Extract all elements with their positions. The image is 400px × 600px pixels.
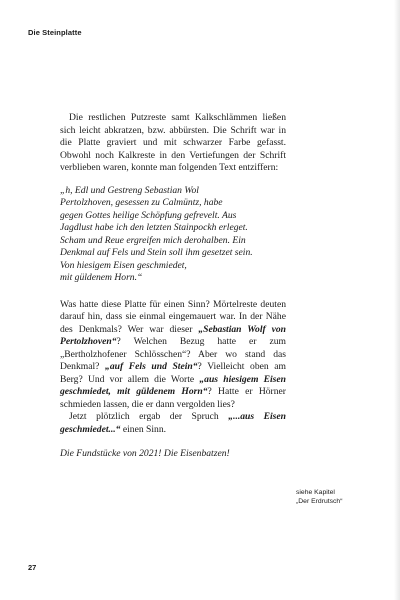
running-header: Die Steinplatte [28,28,82,37]
paragraph-realization [60,411,286,436]
emphasis-spruch: „...aus Eisen geschmiedet...“ [60,411,287,435]
text-run: einen Sinn. [120,423,167,435]
body-text [60,112,286,461]
inscription-quote [60,185,286,285]
page-number: 27 [28,563,37,572]
quote-line: Von hiesigem Eisen geschmiedet, [60,259,187,271]
emphasis-fels-stein: „auf Fels und Stein“ [105,361,198,372]
paragraph-questions [60,299,286,412]
emphasis-name: „Sebastian Wolf von Pertolzhoven“ [60,323,287,347]
text-run: ? Welchen Bezug hatte er zum „Bertholzhofener Schlösschen“? Aber wo stand das Denkmal? [60,336,286,372]
text-run: Jetzt plötzlich ergab der Spruch [69,411,229,422]
margin-note [296,489,342,506]
quote-line: mit güldenem Horn.“ [60,272,143,283]
text-run: ? Vielleicht oben am Berg? Und vor allem die Worte [60,361,286,385]
quote-line: Pertolzhoven, gesessen zu Calmüntz, habe [60,197,223,208]
text-run: ? Hatte er Hörner schmieden lassen, die er dann vergolden lies? [60,386,286,410]
quote-line: Scham und Reue ergreifen mich derohalben. Ein [60,234,246,246]
page-edge-shadow [394,0,400,600]
margin-note-line: siehe Kapitel [296,489,335,496]
quote-line: gegen Gottes heilige Schöpfung gefrevelt. Aus [60,209,237,221]
quote-line: „h, Edl und Gestreng Sebastian Wol [60,184,199,196]
paragraph-intro: Die restlichen Putzreste samt Kalkschlämmen ließen sich leicht abkratzen, bzw. abbürsten. Die Schrift war in die Platte graviert und mit schwarzer Farbe gefasst. Obwohl noch Kalkreste in den Vertiefungen der Schrift verblieben waren, konnte man folgenden Text entziffern: [60,112,286,173]
margin-note-line: „Der Erdrutsch“ [296,497,343,505]
text-run: Was hatte diese Platte für einen Sinn? Mörtelreste deuten darauf hin, dass sie einmal eingemauert war. In der Nähe des Denkmals? Wer war dieser [60,298,286,335]
quote-line: Jagdlust habe ich den letzten Stainpockh erleget. [60,222,248,233]
quote-line: Denkmal auf Fels und Stein soll ihm gesetzet sein. [60,247,253,258]
closing-line: Die Fundstücke von 2021! Die Eisenbatzen! [60,448,230,459]
emphasis-eisen-horn: „aus hiesigem Eisen geschmiedet, mit güldenem Horn“ [60,373,287,397]
